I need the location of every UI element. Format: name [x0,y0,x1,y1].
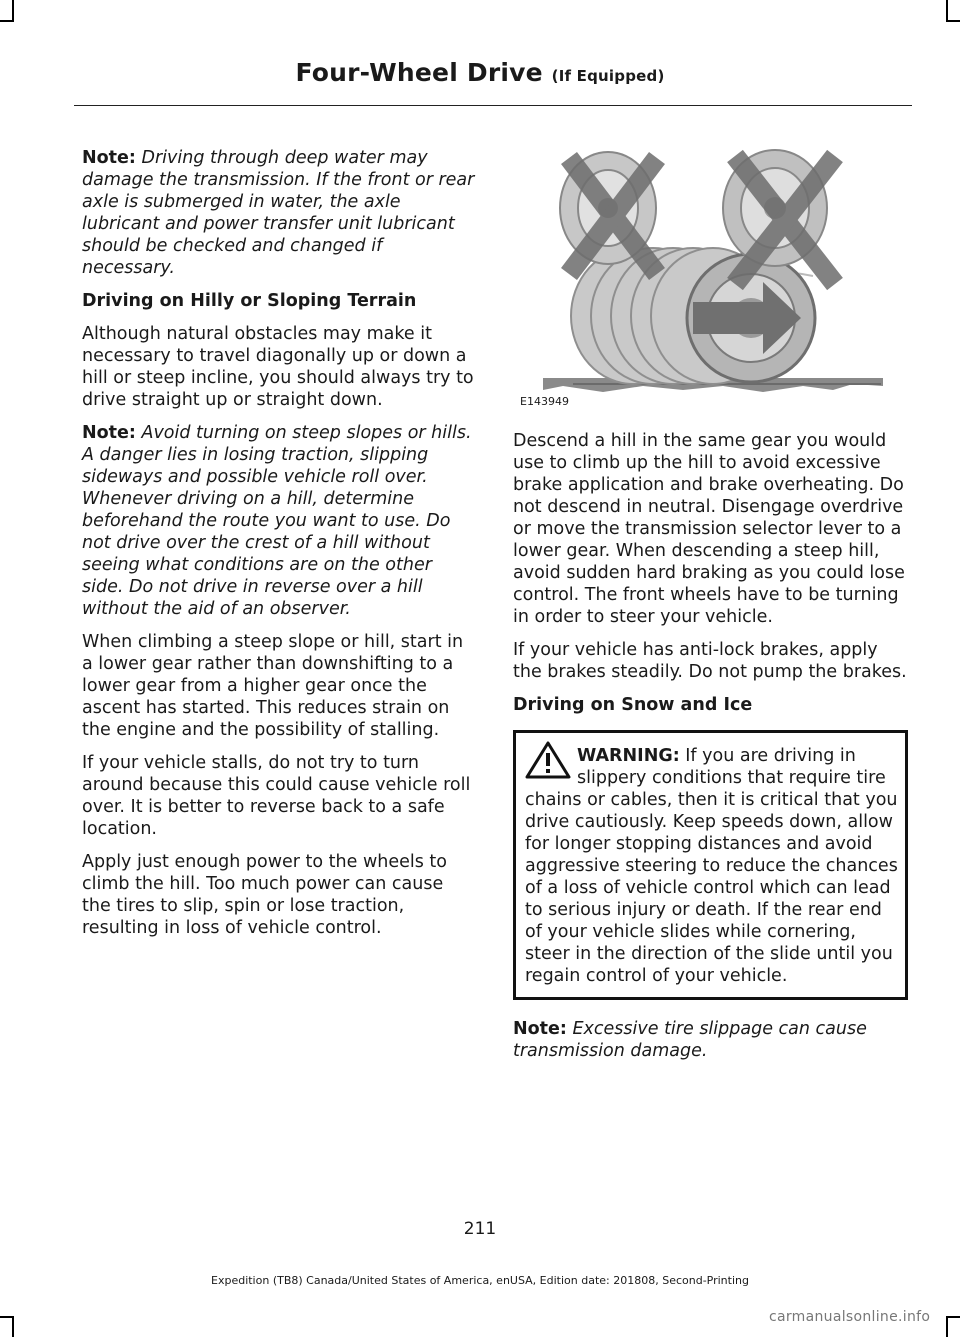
paragraph-diagonal: Although natural obstacles may make it necessary to travel diagonally up or down a hill or steep incline, you should always try to drive straight up or straight down. [82,324,474,410]
wheel-illustration-graphic [513,146,903,416]
watermark: carmanualsonline.info [769,1309,931,1325]
paragraph-climbing: When climbing a steep slope or hill, start in a lower gear rather than downshifting to a lower gear from a higher gear once the ascent has started. This reduces strain on the engine and the possibility of stalling. [82,632,464,740]
warning-text: If you are driving in slippery conditions that require tire chains or cables, then it is critical that you drive cautiously. Keep speeds down, allow for longer stopping distances and avoid aggressive steering to reduce the chances of a loss of vehicle control which can lead to serious injury or death. If the rear end of your vehicle slides while cornering, steer in the direction of the slide until you regain control of your vehicle. [525,746,898,986]
paragraph-power: Apply just enough power to the wheels to climb the hill. Too much power can cause the tires to slip, spin or lose traction, resulting in loss of vehicle control. [82,852,447,938]
note-deep-water [82,147,476,279]
wheel-illustration [513,146,903,416]
footer-text: Expedition (TB8) Canada/United States of America, enUSA, Edition date: 201808, Second-Printing [211,1274,749,1287]
page-number: 211 [463,1219,497,1239]
crop-mark [946,20,960,22]
crop-mark [946,0,948,20]
crop-mark [946,1316,960,1318]
page-header [0,58,960,87]
paragraph-descend: Descend a hill in the same gear you would use to climb up the hill to avoid excessive brake application and brake overheating. Do not descend in neutral. Disengage overdrive or move the transmission selector lever to a lower gear. When descending a steep hill, avoid sudden hard braking as you could lose control. The front wheels have to be turning in order to steer your vehicle. [513,431,905,627]
note-text: Driving through deep water may damage the transmission. If the front or rear axle is submerged in water, the axle lubricant and power transfer unit lubricant should be checked and changed if necessary. [82,148,475,278]
left-column [82,147,476,950]
header-divider [74,105,912,106]
section-title: Four-Wheel Drive [295,58,543,87]
section-subtitle: (If Equipped) [551,67,665,85]
figure-label: E143949 [520,395,569,408]
note-label: Note: [513,1019,567,1039]
note-label: Note: [82,423,136,443]
note-tire-slippage [513,1018,908,1062]
note-text: Avoid turning on steep slopes or hills. A danger lies in losing traction, slipping sideways and possible vehicle roll over. Whenever driving on a hill, determine beforehand the route you want to use. Do not drive over the crest of a hill without seeing what conditions are on the other side. Do not drive in reverse over a hill without the aid of an observer. [82,423,472,619]
crop-mark [0,1316,14,1318]
crop-mark [0,20,14,22]
note-steep-slopes [82,422,476,620]
warning-label: WARNING: [577,746,680,766]
crop-mark [12,0,14,20]
warning-box [513,730,908,1000]
heading-snow-ice: Driving on Snow and Ice [513,695,753,715]
note-label: Note: [82,148,136,168]
paragraph-antilock: If your vehicle has anti-lock brakes, apply the brakes steadily. Do not pump the brakes. [513,640,907,682]
crop-mark [12,1317,14,1337]
right-column [513,430,908,1073]
crop-mark [946,1317,948,1337]
paragraph-stalls: If your vehicle stalls, do not try to turn around because this could cause vehicle roll over. It is better to reverse back to a safe location. [82,753,471,839]
heading-hilly-terrain: Driving on Hilly or Sloping Terrain [82,291,417,311]
note-text: Excessive tire slippage can cause transmission damage. [513,1019,867,1061]
warning-triangle-icon [525,741,571,779]
